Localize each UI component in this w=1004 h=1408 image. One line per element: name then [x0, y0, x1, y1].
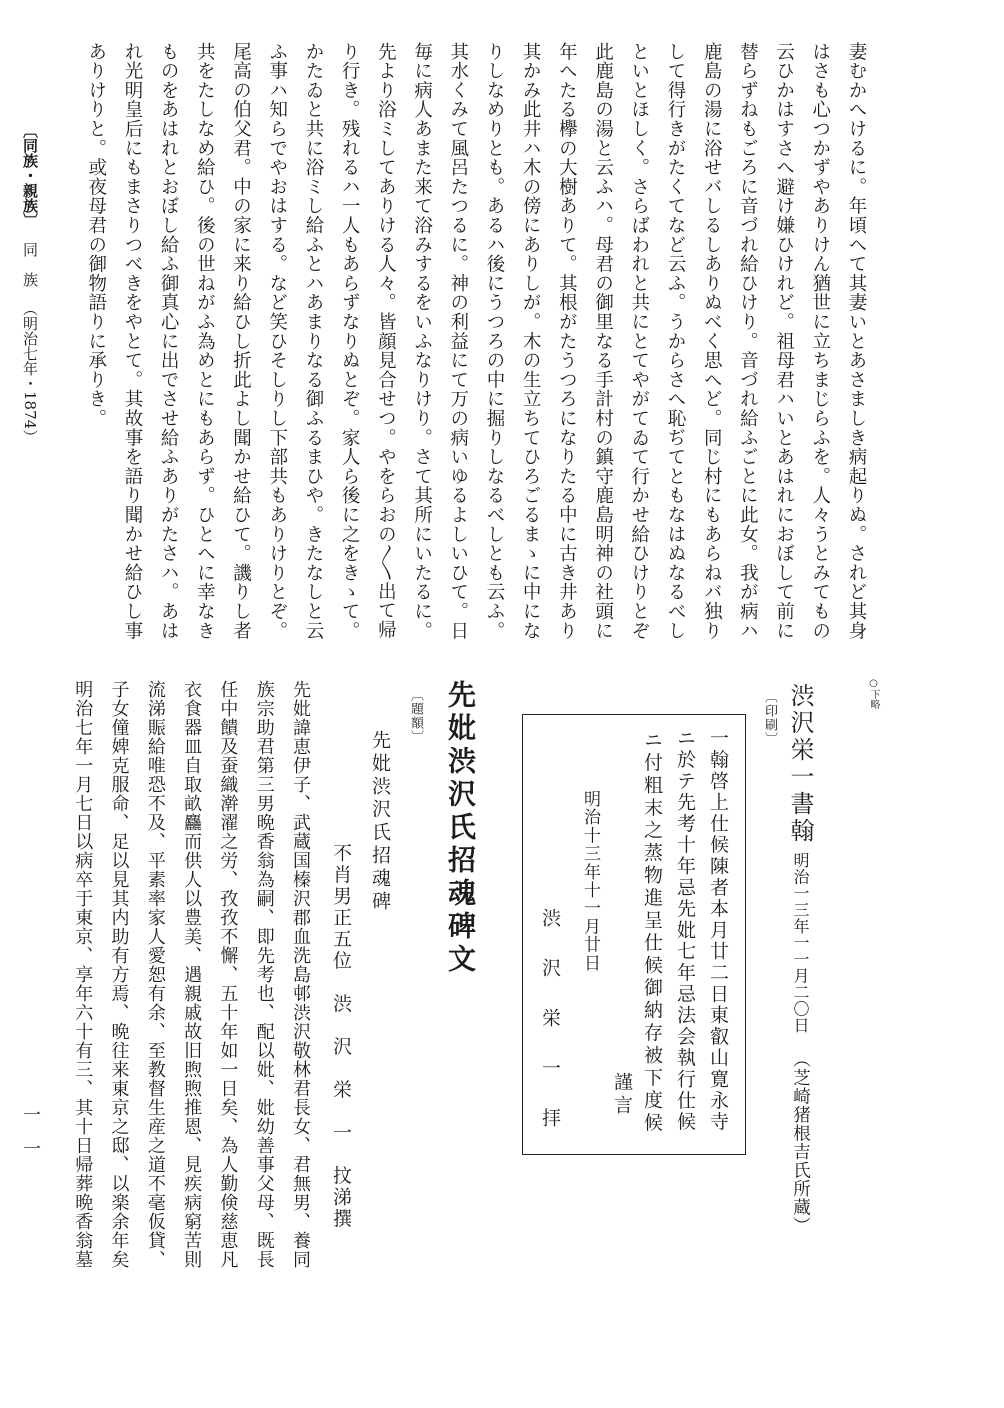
letter-body-line: ニ於テ先考十年忌先妣七年忌法会執行仕候: [674, 728, 696, 1133]
page-number: 一一: [20, 1105, 41, 1173]
narrative-column: りしなめりとも。あるハ後にうつろの中に掘りしなるべしとも云ふ。: [483, 42, 505, 641]
narrative-text: [77, 42, 874, 642]
epitaph-column: 衣食器皿自取畝麤而供人以豊美、遇親戚故旧煦煦推恩、見疾病窮苦則: [181, 680, 203, 1269]
letter-date: 明治一三年一一月二〇日: [791, 852, 810, 1034]
narrative-column: 此鹿島の湯と云ふハ。母君の御里なる手計村の鎮守鹿島明神の社頭に: [592, 42, 614, 641]
narrative-column: 妻むかへけるに。年頃へて其妻いとあさましき病起りぬ。されど其身: [846, 42, 867, 641]
epitaph-label: 〔題額〕: [408, 688, 423, 744]
letter-format-label: 〔印刷〕: [762, 690, 777, 746]
epitaph-column: 族宗助君第三男晩香翁為嗣、即先考也、配以妣、妣幼善事父母、既長: [253, 680, 275, 1269]
epitaph-column: 流涕賑給唯恐不及、平素率家人愛恕有余、至教督生産之道不毫仮貸、: [144, 680, 166, 1269]
letter-body-line: 一翰啓上仕候陳者本月廿二日東叡山寛永寺: [707, 728, 729, 1133]
narrative-column: 尾高の伯父君。中の家に来り給ひし折此よし聞かせ給ひて。譏りし者: [230, 42, 252, 641]
letter-dated: 明治十三年十一月廿日: [580, 790, 600, 972]
narrative-column: かたゐと共に浴ミし給ふとハあまりなる御ふるまひや。きたなしと云: [302, 42, 324, 641]
epitaph-author: 不肖男正五位 渋 沢 栄 一 抆涕撰: [330, 843, 352, 1230]
epitaph-text: [64, 680, 318, 1280]
epitaph-column: 子女僮婢克服命、足以見其内助有方焉、晩往来東京之邸、以楽余年矣: [108, 680, 130, 1269]
narrative-column: 鹿島の湯に浴せバしるしありぬべく思へど。同じ村にもあらねバ独り: [701, 42, 723, 641]
letter-source: （芝崎猪根吉氏所蔵）: [790, 1050, 811, 1235]
epitaph-heading: 先妣渋沢氏招魂碑文: [444, 680, 477, 977]
epitaph-column: 先妣諱恵伊子、武蔵国榛沢郡血洗島邨渋沢敬林君長女、君無男、養同: [290, 680, 311, 1269]
narrative-column: ふ事ハ知らでやおはする。など笑ひそしりし下部共もありけりとぞ。: [266, 42, 288, 641]
narrative-column: 其かみ此井ハ木の傍にありしが。木の生立ちてひろごるまゝに中にな: [520, 42, 542, 641]
running-head-title: 同 族: [21, 242, 39, 287]
narrative-column: 共をたしなめ給ひ。後の世ねがふ為めとにもあらず。ひとへに幸なき: [194, 42, 216, 641]
epitaph-inscription-title: 先妣渋沢氏招魂碑: [369, 730, 391, 914]
narrative-column: り行き。残れるハ一人もあらずなりぬとぞ。家人ら後に之をきゝて。: [339, 42, 361, 641]
letter-closing: 謹言: [611, 1072, 633, 1118]
running-head: [22, 123, 37, 444]
epitaph-column: 明治七年一月七日以病卒于東京、享年六十有三、其十日帰葬晩香翁墓: [72, 680, 94, 1269]
narrative-column: ありけりと。或夜母君の御物語りに承りき。: [85, 42, 107, 428]
narrative-column: 毎に病人あまた来て浴みするをいふなりけり。さて其所にいたるに。: [411, 42, 433, 641]
letter-title: 渋沢栄一書翰: [786, 683, 814, 845]
running-head-date: （明治七年・1874）: [21, 301, 39, 445]
narrative-column: して得行きがたくてなど云ふ。うからさへ恥ぢてともなはぬなるべし: [664, 42, 686, 641]
narrative-column: 年へたる欅の大樹ありて。其根がたうつろになりたる中に古き井あり: [556, 42, 578, 641]
narrative-column: 替らずねもごろに音づれ給ひけり。音づれ給ふごとに此女。我が病ハ: [737, 42, 759, 641]
epitaph-column: 任中饋及蚕織澣濯之労、孜孜不懈、五十年如一日矣、為人勤倹慈恵凡: [217, 680, 239, 1269]
narrative-column: はさも心つかずやありけん猶世に立ちまじらふを。人々うとみてもの: [809, 42, 831, 641]
letter-signature: 渋 沢 栄 一 拝: [539, 908, 561, 1133]
narrative-column: れ光明皇后にもまさりつべきをやとて。其故事を語り聞かせ給ひし事: [121, 42, 143, 641]
running-head-section: 〔同族・親族〕: [21, 123, 39, 228]
omitted-note: ○下略: [868, 678, 879, 709]
letter-body-line: ニ付粗末之蒸物進呈仕候御納存被下度候: [641, 730, 663, 1135]
narrative-column: といとほしく。さらばわれと共にとてやがてゐて行かせ給ひけりとぞ: [628, 42, 650, 641]
narrative-column: ものをあはれとおぼし給ふ御真心に出でさせ給ふありがたさハ。あは: [158, 42, 180, 641]
narrative-column: 其水くみて風呂たつるに。神の利益にて万の病いゆるよしいひて。日: [447, 42, 469, 641]
narrative-column: 先より浴ミしてありける人々。皆顔見合せつ。やをらおの〳〵出て帰: [375, 42, 397, 640]
narrative-column: 云ひかはすさへ避け嫌ひけれど。祖母君ハいとあはれにおぼして前に: [773, 42, 795, 641]
